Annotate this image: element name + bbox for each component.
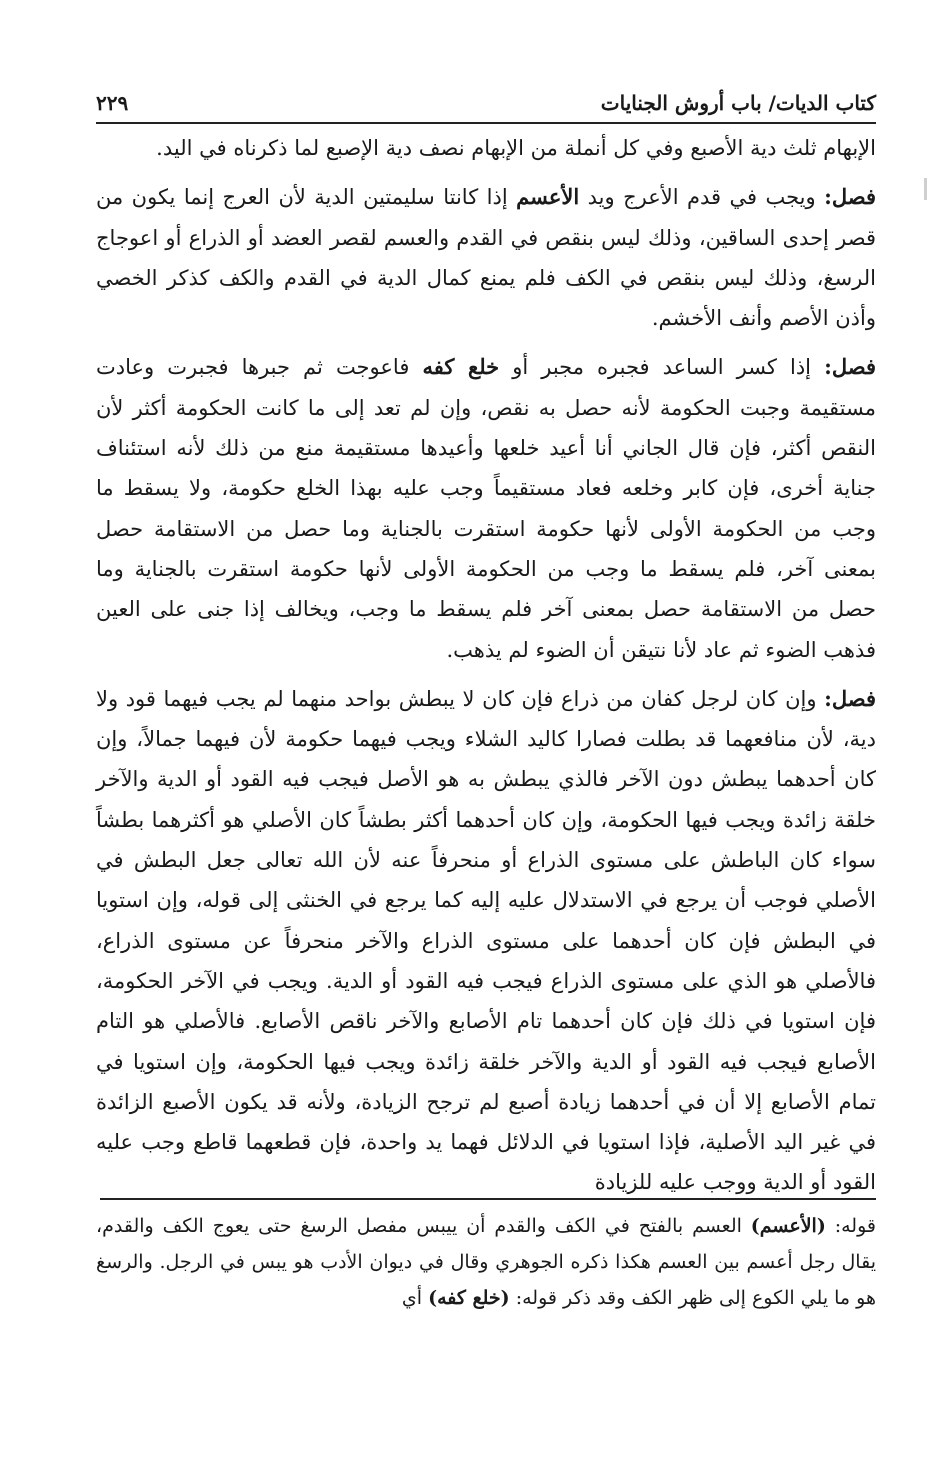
section-label: فصل: <box>824 685 876 711</box>
header-rule <box>96 122 876 124</box>
footnote <box>96 1208 876 1316</box>
footnote-text: قوله: <box>825 1215 876 1237</box>
chapter-title: كتاب الديات/ باب أروش الجنايات <box>600 91 876 115</box>
paragraph-text: ويجب في قدم الأعرج ويد <box>579 185 825 210</box>
paragraph-continuation <box>96 128 876 168</box>
section-label: فصل: <box>824 184 876 210</box>
page-number: ٢٢٩ <box>96 91 129 115</box>
paragraph-fasl-1 <box>96 177 876 338</box>
footnote-text: أي <box>401 1287 429 1309</box>
paragraph-text: وإن كان لرجل كفان من ذراع فإن كان لا يبطش بواحد منهما لم يجب فيهما قود ولا دية، لأن منافعهما قد بطلت فصارا كاليد الشلاء ويجب فيهما حكومة لأن فيهما جمالاً، وإن كان أحدهما يبطش دون الآخر فالذي يبطش به هو الأصل فيجب فيه القود أو الدية والآخر خلقة زائدة ويجب فيها الحكومة، وإن كان أحدهما أكثر بطشاً كان الأصلي هو أكثرهما بطشاً سواء كان الباطش على مستوى الذراع أو منحرفاً عنه لأن الله تعالى جعل البطش في الأصلي فوجب أن يرجع في الاستدلال عليه إليه كما يرجع في الخنثى إلى قوله، وإن استويا في البطش فإن كان أحدهما على مستوى الذراع والآخر منحرفاً عن مستوى الذراع، فالأصلي هو الذي على مستوى الذراع فيجب فيه القود أو الدية. ويجب في الآخر الحكومة، فإن استويا في ذلك فإن كان أحدهما تام الأصابع والآخر ناقص الأصابع. فالأصلي هو التام الأصابع فيجب فيه القود أو الدية والآخر خلقة زائدة ويجب فيها الحكومة، وإن استويا في تمام الأصابع إلا أن في أحدهما زيادة أصبع لم ترجح الزيادة، ولأنه قد يكون الأصبع الزائدة في غير اليد الأصلية، فإذا استويا في الدلائل فهما يد واحدة، فإن قطعهما قاطع وجب عليه القود أو الدية ووجب عليه للزيادة <box>96 686 876 1195</box>
paragraph-fasl-2 <box>96 347 876 669</box>
key-term: الأعسم <box>516 184 580 210</box>
footnote-term: (خلع كفه) <box>428 1287 510 1309</box>
paragraph-text: إذا كانتا سليمتين الدية لأن العرج إنما يكون من قصر إحدى الساقين، وذلك ليس بنقص في القدم والعسم لقصر العضد أو الذراع أو اعوجاج الرسغ، وذلك ليس بنقص في الكف فلم يمنع كمال الدية في القدم والكف كذكر الخصي وأذن الأصم وأنف الأخشم. <box>96 185 876 331</box>
footnote-text: العسم بالفتح في الكف والقدم أن ييبس مفصل الرسغ حتى يعوج الكف والقدم، يقال رجل أعسم بين العسم هكذا ذكره الجوهري وقال في ديوان الأدب هو يبس في الرجل. والرسغ هو ما يلي الكوع إلى ظهر الكف وقد ذكر قوله: <box>96 1215 876 1309</box>
paragraph-text: الإبهام ثلث دية الأصبع وفي كل أنملة من الإبهام نصف دية الإصبع لما ذكرناه في اليد. <box>156 136 876 160</box>
paragraph-fasl-3 <box>96 679 876 1203</box>
paragraph-text: فاعوجت ثم جبرها فجبرت وعادت مستقيمة وجبت الحكومة لأنه حصل به نقص، وإن لم تعد إلى ما كانت الحكومة أكثر لأن النقص أكثر، فإن قال الجاني أنا أعيد خلعها وأعيدها مستقيمة منع من ذلك لأنه استئناف جناية أخرى، فإن كابر وخلعه فعاد مستقيماً وجب عليه بهذا الخلع حكومة، ولا يسقط ما وجب من الحكومة الأولى لأنها حكومة استقرت بالجناية وما حصل من الاستقامة حصل بمعنى آخر، فلم يسقط ما وجب من الحكومة الأولى لأنها حكومة استقرت بالجناية وما حصل من الاستقامة حصل بمعنى آخر فلم يسقط ما وجب، ويخالف إذا جنى على العين فذهب الضوء ثم عاد لأنا نتيقن أن الضوء لم يذهب. <box>96 355 876 662</box>
footnote-rule <box>100 1198 876 1200</box>
footnote-term: (الأعسم) <box>750 1215 826 1237</box>
margin-mark <box>924 178 927 200</box>
footnotes <box>96 1208 876 1316</box>
main-text <box>96 128 876 1212</box>
running-header <box>96 78 876 118</box>
key-term: خلع كفه <box>422 354 500 380</box>
paragraph-text: إذا كسر الساعد فجبره مجبر أو <box>499 355 825 380</box>
section-label: فصل: <box>824 354 876 380</box>
